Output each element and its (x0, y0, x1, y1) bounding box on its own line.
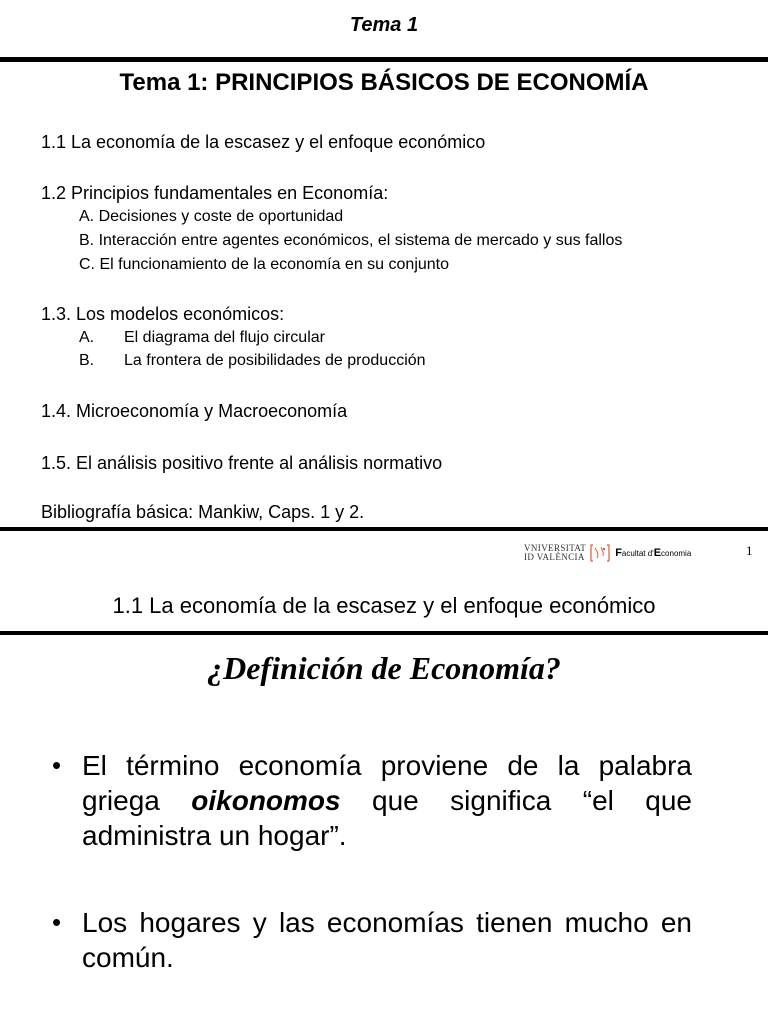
section-1-2: 1.2 Principios fundamentales en Economía: (41, 183, 389, 203)
bullet-icon: • (52, 750, 62, 780)
definition-question: ¿Definición de Economía? (207, 650, 561, 686)
page-number: 1 (746, 543, 753, 558)
list-letter: B. (79, 352, 95, 369)
list-letter: A. (79, 329, 95, 346)
section-1-3: 1.3. Los modelos económicos: (41, 304, 285, 324)
faculty-name: Facultat d'Economia (615, 547, 692, 559)
bullet-icon: • (52, 907, 62, 937)
list-text: El diagrama del flujo circular (124, 329, 325, 346)
university-name: VNIVERSITAT ID VALÈNCIA (524, 543, 587, 562)
bullet-text: Los hogares y las economías tienen mucho en común. (82, 907, 692, 973)
bibliography: Bibliografía básica: Mankiw, Caps. 1 y 2. (41, 502, 365, 522)
slide2-heading: 1.1 La economía de la escasez y el enfoque económico (112, 593, 656, 618)
section-1-4: 1.4. Microeconomía y Macroeconomía (41, 401, 348, 421)
slide-divider (0, 527, 768, 531)
section-1-5: 1.5. El análisis positivo frente al análisis normativo (41, 453, 443, 473)
section-1-3-b (79, 352, 426, 370)
university-emblem-icon (589, 542, 611, 564)
slide2-divider (0, 631, 768, 635)
section-1-2-c: C. El funcionamiento de la economía en su conjunto (79, 256, 450, 273)
header-divider (0, 57, 768, 62)
section-1-3-a (79, 329, 325, 347)
page-header-title: Tema 1 (349, 14, 419, 36)
bullet-text: El término economía proviene de la palabra griega oikonomos que significa “el que administra un hogar”. (82, 750, 692, 851)
section-1-2-a: A. Decisiones y coste de oportunidad (79, 208, 344, 225)
emphasized-term: oikonomos (191, 785, 341, 816)
university-logo (524, 538, 694, 568)
section-1-1: 1.1 La economía de la escasez y el enfoque económico (41, 132, 486, 152)
section-1-2-b: B. Interacción entre agentes económicos, el sistema de mercado y sus fallos (79, 232, 623, 249)
slide-title: Tema 1: PRINCIPIOS BÁSICOS DE ECONOMÍA (119, 69, 649, 96)
bullet-item-2 (52, 905, 692, 975)
list-text: La frontera de posibilidades de producción (124, 352, 426, 369)
bullet-item-1 (52, 748, 692, 853)
